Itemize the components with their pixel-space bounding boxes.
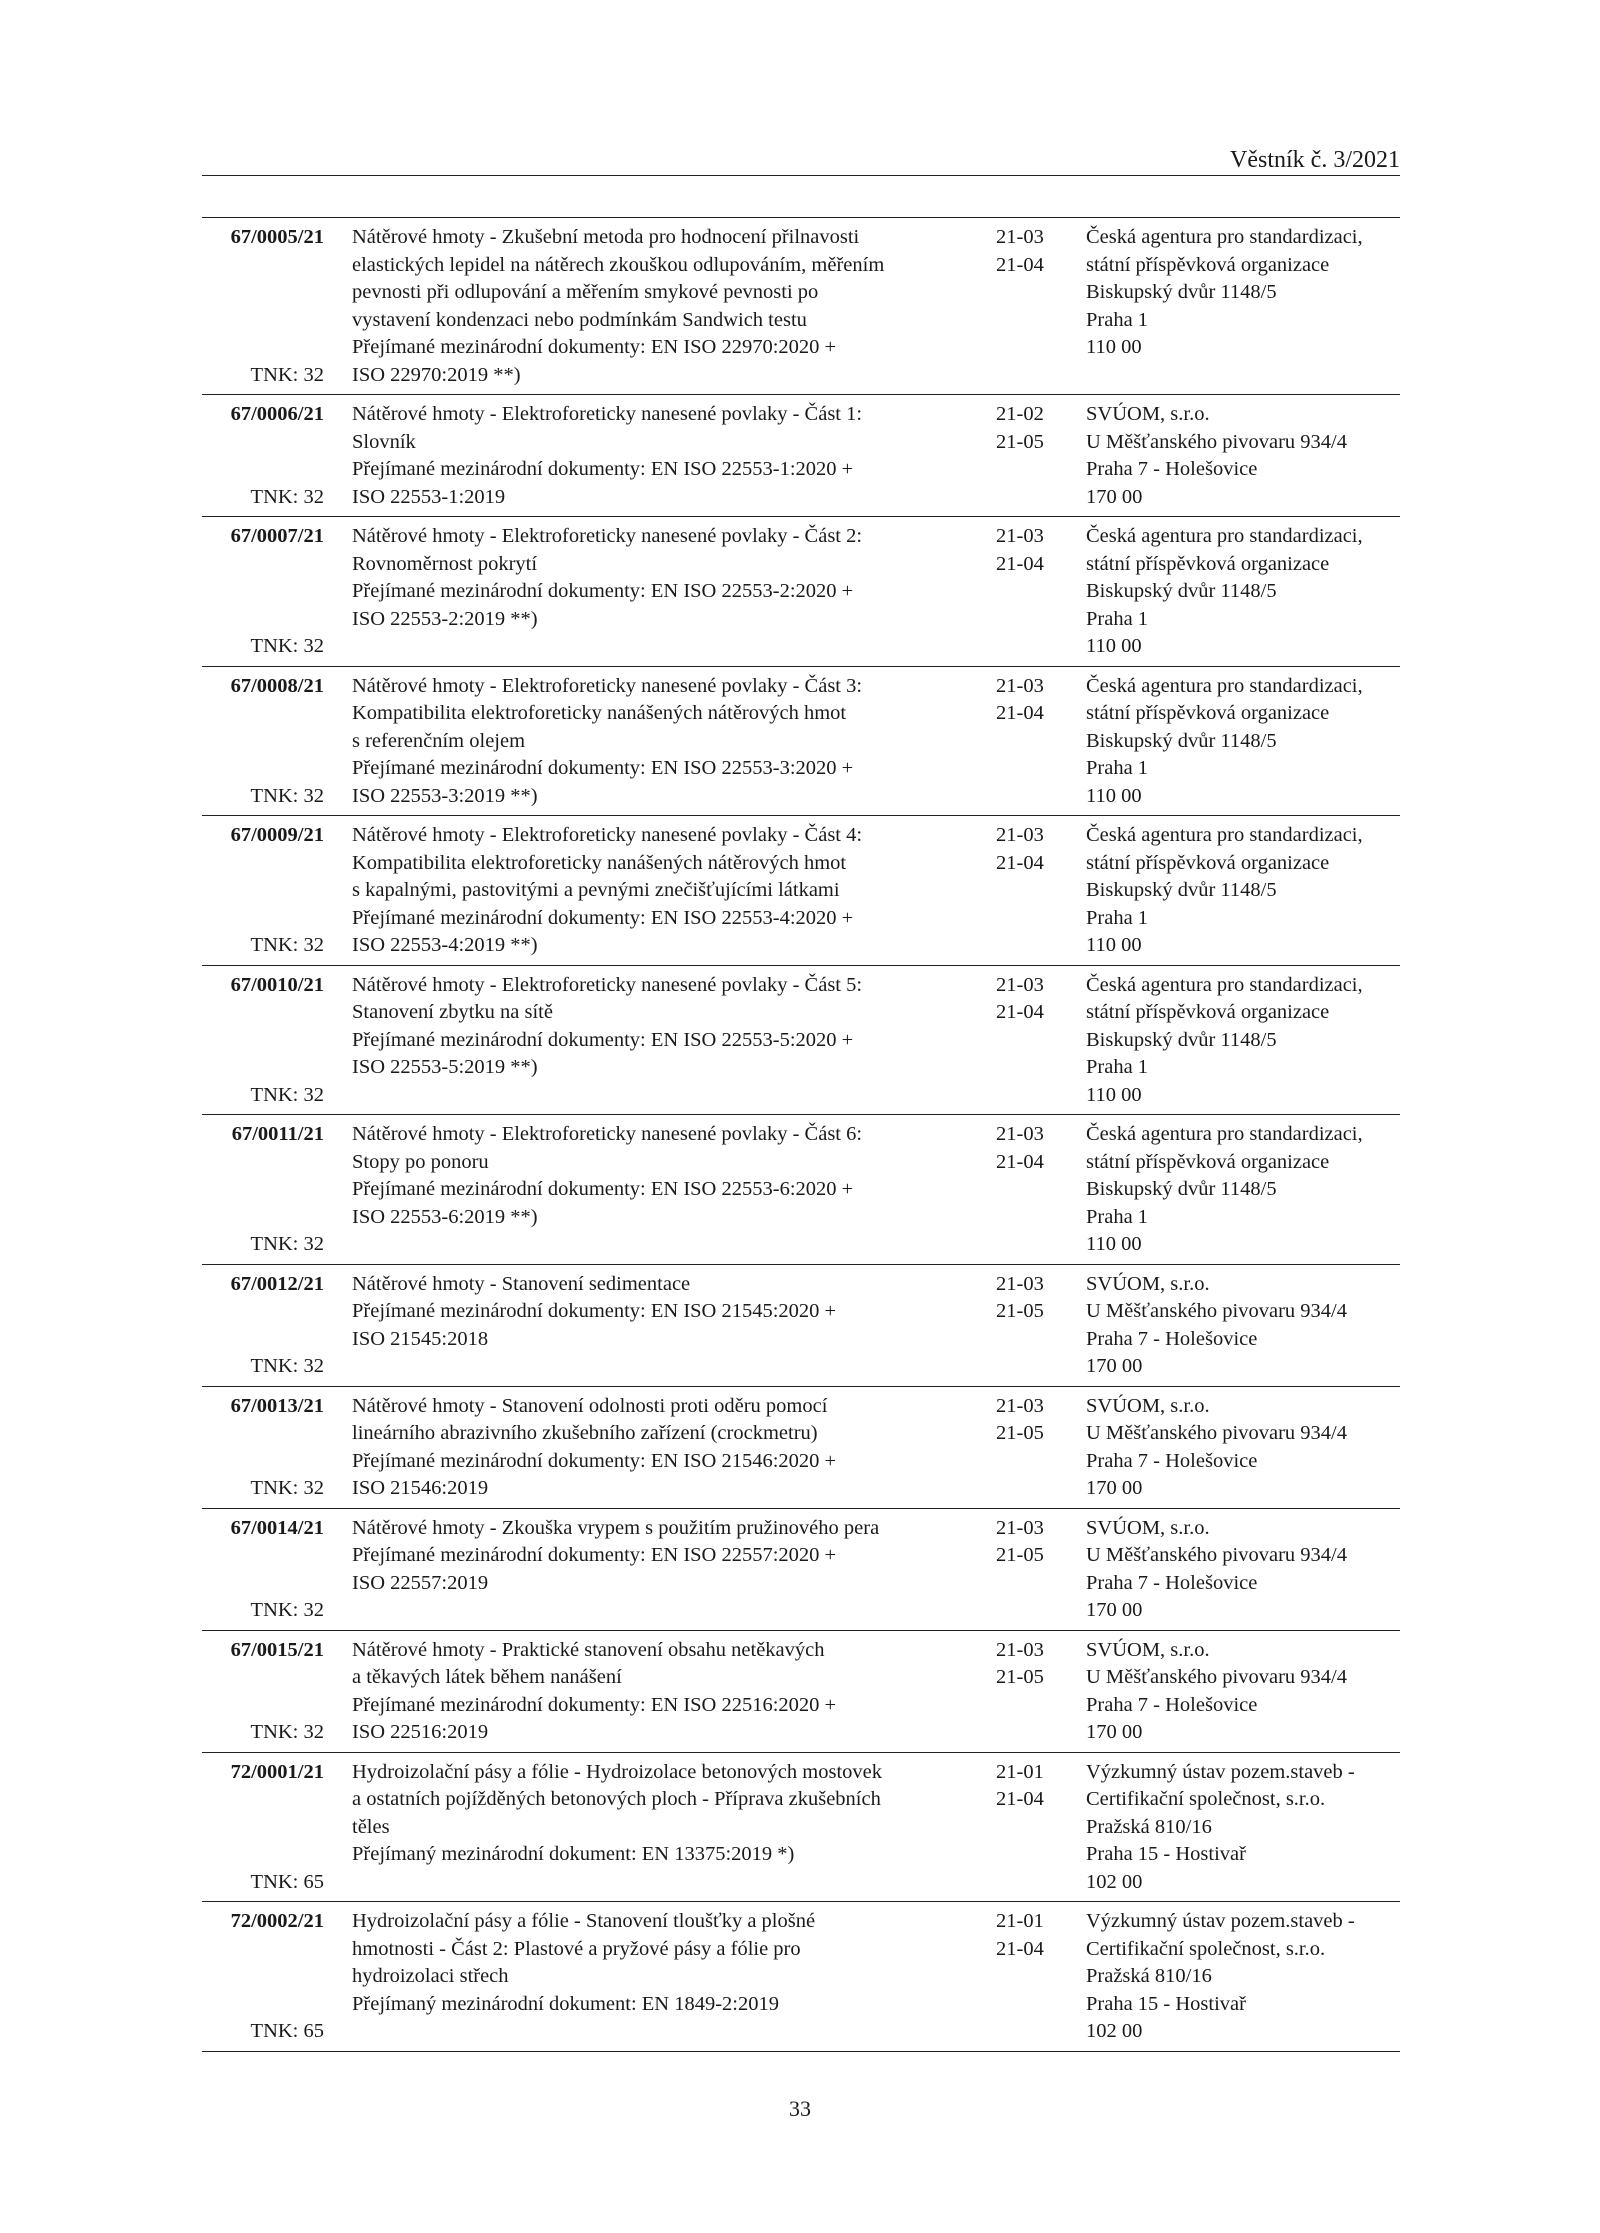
processor-organization: SVÚOM, s.r.o. U Měšťanského pivovaru 934/4 Praha 7 - Holešovice 170 00 <box>1086 1516 1347 1621</box>
standard-id-cell <box>202 1271 324 1381</box>
tnk-label: TNK: 32 <box>250 1599 324 1621</box>
standard-title: Nátěrové hmoty - Zkouška vrypem s použitím pružinového pera Přejímané mezinárodní dokumenty: EN ISO 22557:2020 + ISO 22557:2019 <box>352 1516 880 1594</box>
date-codes: 21-03 21-05 <box>996 1394 1044 1444</box>
date-codes: 21-01 21-04 <box>996 1910 1044 1960</box>
table-row <box>202 966 1400 1116</box>
standard-number: 67/0012/21 <box>230 1272 324 1295</box>
tnk-label: TNK: 32 <box>250 934 324 956</box>
table-row <box>202 667 1400 817</box>
processor-organization: SVÚOM, s.r.o. U Měšťanského pivovaru 934/4 Praha 7 - Holešovice 170 00 <box>1086 403 1347 508</box>
standard-number: 67/0006/21 <box>230 403 324 425</box>
standard-title: Hydroizolační pásy a fólie - Stanovení tloušťky a plošné hmotnosti - Část 2: Plastové a pryžové pásy a fólie pro hydroizolaci střech Přejímaný mezinárodní dokument: EN 1849-2:2019 <box>352 1910 816 2015</box>
table-row <box>202 816 1400 966</box>
standard-id-cell <box>202 1393 324 1503</box>
processor-organization: Výzkumný ústav pozem.staveb - Certifikační společnost, s.r.o. Pražská 810/16 Praha 15 - Hostivař 102 00 <box>1086 1910 1355 2042</box>
processor-organization: Česká agentura pro standardizaci, státní příspěvková organizace Biskupský dvůr 1148/5 Praha 1 110 00 <box>1086 824 1363 956</box>
table-row <box>202 218 1400 395</box>
tnk-label: TNK: 65 <box>250 2020 324 2042</box>
standard-id-cell <box>202 1908 324 2046</box>
standard-id-cell <box>202 523 324 661</box>
page-number: 33 <box>789 2096 811 2121</box>
standard-id-cell <box>202 1121 324 1259</box>
standard-title: Nátěrové hmoty - Stanovení odolnosti proti oděru pomocí lineárního abrazivního zkušebního zařízení (crockmetru) Přejímané mezinárodní dokumenty: EN ISO 21546:2020 + ISO 21546:2019 <box>352 1394 837 1499</box>
tnk-label: TNK: 32 <box>250 363 324 386</box>
processor-organization: Česká agentura pro standardizaci, státní příspěvková organizace Biskupský dvůr 1148/5 Praha 1 110 00 <box>1086 226 1363 358</box>
processor-organization: SVÚOM, s.r.o. U Měšťanského pivovaru 934/4 Praha 7 - Holešovice 170 00 <box>1086 1272 1347 1377</box>
table-row <box>202 395 1400 517</box>
standard-number: 67/0008/21 <box>230 674 324 697</box>
standard-number: 67/0015/21 <box>230 1638 324 1661</box>
standard-id-cell <box>202 1515 324 1625</box>
standard-title: Nátěrové hmoty - Elektroforeticky nanesené povlaky - Část 4: Kompatibilita elektroforeticky nanášených nátěrových hmot s kapalnými, pastovitými a pevnými znečišťujícími látkami Přejímané mezinárodní dokumenty: EN ISO 22553-4:2020 + ISO 22553-4:2019 **) <box>352 824 863 956</box>
table-row <box>202 1902 1400 2052</box>
processor-organization: Česká agentura pro standardizaci, státní příspěvková organizace Biskupský dvůr 1148/5 Praha 1 110 00 <box>1086 674 1363 807</box>
standard-title: Nátěrové hmoty - Elektroforeticky nanesené povlaky - Část 5: Stanovení zbytku na sítě Přejímané mezinárodní dokumenty: EN ISO 22553-5:2020 + ISO 22553-5:2019 **) <box>352 973 863 1078</box>
standard-id-cell <box>202 401 324 511</box>
standard-title: Nátěrové hmoty - Elektroforeticky nanesené povlaky - Část 6: Stopy po ponoru Přejímané mezinárodní dokumenty: EN ISO 22553-6:2020 + ISO 22553-6:2019 **) <box>352 1123 863 1228</box>
date-codes: 21-02 21-05 <box>996 403 1044 453</box>
tnk-label: TNK: 32 <box>250 1233 324 1255</box>
tnk-label: TNK: 32 <box>250 1721 324 1743</box>
table-row <box>202 1265 1400 1387</box>
standard-title: Nátěrové hmoty - Elektroforeticky nanesené povlaky - Část 3: Kompatibilita elektroforeticky nanášených nátěrových hmot s referenčním olejem Přejímané mezinárodní dokumenty: EN ISO 22553-3:2020 + ISO 22553-3:2019 **) <box>352 674 863 807</box>
date-codes: 21-03 21-05 <box>996 1638 1044 1688</box>
tnk-label: TNK: 32 <box>250 1477 324 1499</box>
date-codes: 21-03 21-04 <box>996 824 1044 874</box>
standard-id-cell <box>202 1759 324 1897</box>
date-codes: 21-03 21-04 <box>996 1123 1044 1173</box>
standard-number: 67/0014/21 <box>230 1516 324 1539</box>
table-row <box>202 1387 1400 1509</box>
standard-id-cell <box>202 1637 324 1747</box>
table-row <box>202 1631 1400 1753</box>
table-row <box>202 1509 1400 1631</box>
processor-organization: Česká agentura pro standardizaci, státní příspěvková organizace Biskupský dvůr 1148/5 Praha 1 110 00 <box>1086 525 1363 657</box>
standard-title: Nátěrové hmoty - Elektroforeticky nanesené povlaky - Část 2: Rovnoměrnost pokrytí Přejímané mezinárodní dokumenty: EN ISO 22553-2:2020 + ISO 22553-2:2019 **) <box>352 525 863 630</box>
processor-organization: Česká agentura pro standardizaci, státní příspěvková organizace Biskupský dvůr 1148/5 Praha 1 110 00 <box>1086 973 1363 1106</box>
standard-id-cell <box>202 673 324 811</box>
date-codes: 21-03 21-04 <box>996 226 1044 276</box>
standard-title: Hydroizolační pásy a fólie - Hydroizolace betonových mostovek a ostatních pojížděných betonových ploch - Příprava zkušebních těles Přejímaný mezinárodní dokument: EN 13375:2019 *) <box>352 1760 882 1865</box>
standard-number: 72/0002/21 <box>230 1910 324 1932</box>
standard-number: 67/0010/21 <box>230 973 324 996</box>
standard-id-cell <box>202 972 324 1110</box>
standard-number: 67/0005/21 <box>230 226 324 248</box>
processor-organization: SVÚOM, s.r.o. U Měšťanského pivovaru 934/4 Praha 7 - Holešovice 170 00 <box>1086 1394 1347 1499</box>
table-row <box>202 517 1400 667</box>
date-codes: 21-01 21-04 <box>996 1760 1044 1810</box>
standard-number: 67/0011/21 <box>231 1123 324 1145</box>
date-codes: 21-03 21-04 <box>996 525 1044 575</box>
processor-organization: Česká agentura pro standardizaci, státní příspěvková organizace Biskupský dvůr 1148/5 Praha 1 110 00 <box>1086 1123 1363 1255</box>
tnk-label: TNK: 32 <box>250 1083 324 1106</box>
date-codes: 21-03 21-04 <box>996 973 1044 1023</box>
tnk-label: TNK: 65 <box>250 1870 324 1893</box>
standard-title: Nátěrové hmoty - Zkušební metoda pro hodnocení přilnavosti elastických lepidel na nátěrech zkouškou odlupováním, měřením pevnosti při odlupování a měřením smykové pevnosti po vystavení kondenzaci nebo podmínkám Sandwich testu Přejímané mezinárodní dokumenty: EN ISO 22970:2020 + ISO 22970:2019 **) <box>352 226 885 386</box>
table-row <box>202 1753 1400 1903</box>
standard-number: 67/0009/21 <box>230 824 324 846</box>
date-codes: 21-03 21-04 <box>996 674 1044 724</box>
standard-title: Nátěrové hmoty - Stanovení sedimentace Přejímané mezinárodní dokumenty: EN ISO 21545:2020 + ISO 21545:2018 <box>352 1272 837 1350</box>
standards-table <box>202 217 1400 2052</box>
table-row <box>202 1115 1400 1265</box>
header-rule <box>202 175 1400 176</box>
tnk-label: TNK: 32 <box>250 1355 324 1377</box>
standard-id-cell <box>202 822 324 960</box>
standard-number: 67/0007/21 <box>230 525 324 547</box>
tnk-label: TNK: 32 <box>250 485 324 508</box>
standard-number: 67/0013/21 <box>230 1394 324 1417</box>
tnk-label: TNK: 32 <box>250 635 324 657</box>
standard-number: 72/0001/21 <box>230 1760 324 1783</box>
bulletin-header: Věstník č. 3/2021 <box>1230 147 1400 173</box>
date-codes: 21-03 21-05 <box>996 1516 1044 1566</box>
tnk-label: TNK: 32 <box>250 784 324 807</box>
standard-title: Nátěrové hmoty - Praktické stanovení obsahu netěkavých a těkavých látek během nanášení Přejímané mezinárodní dokumenty: EN ISO 22516:2020 + ISO 22516:2019 <box>352 1638 837 1743</box>
standard-id-cell <box>202 224 324 389</box>
date-codes: 21-03 21-05 <box>996 1272 1044 1322</box>
processor-organization: SVÚOM, s.r.o. U Měšťanského pivovaru 934/4 Praha 7 - Holešovice 170 00 <box>1086 1638 1347 1743</box>
standard-title: Nátěrové hmoty - Elektroforeticky nanesené povlaky - Část 1: Slovník Přejímané mezinárodní dokumenty: EN ISO 22553-1:2020 + ISO 22553-1:2019 <box>352 403 863 508</box>
processor-organization: Výzkumný ústav pozem.staveb - Certifikační společnost, s.r.o. Pražská 810/16 Praha 15 - Hostivař 102 00 <box>1086 1760 1355 1893</box>
